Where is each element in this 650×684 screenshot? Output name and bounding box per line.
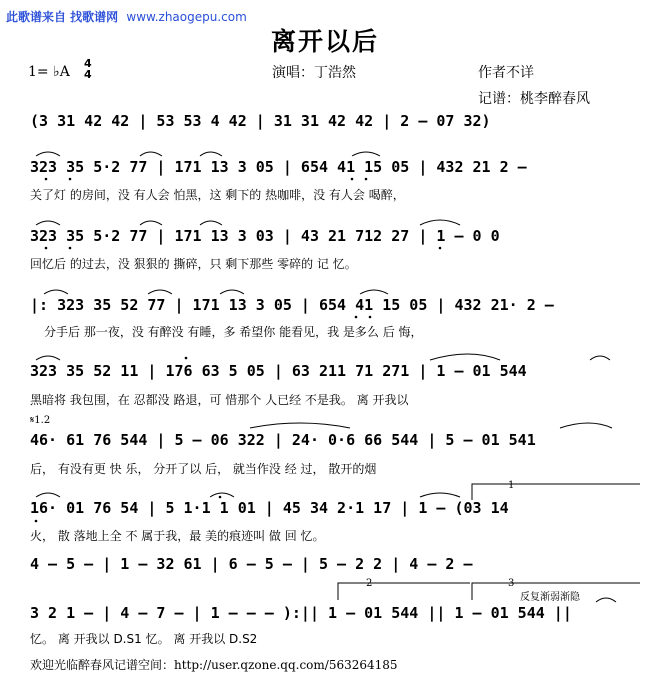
slur-arc — [36, 152, 60, 156]
singer: 演唱：丁浩然 — [272, 65, 356, 81]
slur-arc — [210, 493, 234, 497]
time-signature-top: 4 — [84, 57, 92, 70]
fade-annotation: 反复渐弱渐隐 — [520, 592, 580, 603]
slur-arc — [560, 423, 612, 428]
song-title: 离开以后 — [270, 27, 379, 56]
slur-arc — [44, 290, 68, 294]
time-signature-bottom: 4 — [84, 68, 92, 81]
score-row-lyrics: 后， 有没有更 快 乐， 分开了以 后， 就当作没 经 过， 散开的烟 — [30, 462, 377, 476]
composer: 作者不详 — [478, 65, 534, 81]
slur-arc — [596, 598, 616, 602]
score-row-notes: 323 35 5·2 77 | 171 13 3 03 | 43 21 712 27 | 1 – 0 0 — [30, 227, 500, 245]
score-row-notes: 323 35 52 11 | 176 63 5 05 | 63 211 71 271 | 1 – 01 544 — [30, 362, 527, 380]
score-row-notes: (3 31 42 42 | 53 53 4 42 | 31 31 42 42 | 2 – 07 32) — [30, 112, 491, 130]
volta-3-label: 3 — [508, 578, 515, 589]
slur-arc — [360, 290, 388, 294]
score-row-lyrics: 分手后 那一夜，没 有醉没 有睡，多 希望你 能看见，我 是多么 后 悔， — [44, 325, 423, 339]
slur-arc — [220, 290, 244, 294]
slur-arc — [148, 290, 172, 294]
score-row-notes: 4 – 5 – | 1 – 32 61 | 6 – 5 – | 5 – 2 2 | 4 – 2 – — [30, 555, 473, 573]
volta-bracket — [338, 583, 470, 600]
score-row-notes: 323 35 5·2 77 | 171 13 3 05 | 654 41 15 05 | 432 21 2 – — [30, 158, 527, 176]
score-row-notes: 16· 01 76 54 | 5 1·1 1 01 | 45 34 2·1 17 | 1 – (03 14 — [30, 499, 509, 517]
slur-arc — [420, 493, 460, 497]
key-signature: 1= ♭A — [28, 64, 70, 80]
watermark-text: 此歌谱来自 找歌谱网 — [6, 10, 119, 24]
slur-arc — [352, 152, 380, 156]
slur-arc — [36, 493, 60, 497]
score-row-lyrics: 火， 散 落地上全 不 属于我，最 美的痕迹叫 做 回 忆。 — [30, 529, 325, 543]
score-row-lyrics: 回忆后 的过去，没 狠狠的 撕碎，只 剩下那些 零碎的 记 忆。 — [30, 257, 357, 271]
score-row-lyrics: 关了灯 的房间，没 有人会 怕黑，这 剩下的 热咖啡，没 有人会 喝醉， — [30, 188, 405, 202]
slur-arc — [200, 221, 222, 225]
slur-arc — [36, 221, 60, 225]
slur-arc — [140, 221, 162, 225]
slur-arc — [200, 152, 222, 156]
footer-credit: 欢迎光临醉春风记谱空间：http://user.qzone.qq.com/563264185 — [30, 658, 398, 672]
slur-arc — [140, 152, 162, 156]
score-row-lyrics: 忆。 离 开我以 D.S1 忆。 离 开我以 D.S2 — [30, 632, 258, 646]
slur-arc — [590, 356, 610, 360]
score-row-notes: 46· 61 76 544 | 5 – 06 322 | 24· 0·6 66 544 | 5 – 01 541 — [30, 431, 536, 449]
slur-arc — [430, 354, 500, 360]
volta-1-label: 1 — [508, 480, 515, 491]
slur-arc — [420, 220, 460, 225]
score-row-lyrics: 黑暗将 我包围，在 忍都没 路退，可 惜那个 人已经 不是我。 离 开我以 — [30, 393, 409, 407]
volta-2-label: 2 — [366, 578, 373, 589]
volta-bracket — [472, 583, 640, 600]
watermark-url[interactable]: www.zhaogepu.com — [126, 10, 247, 24]
volta-bracket — [472, 484, 640, 500]
transcriber: 记谱：桃李醉春风 — [478, 91, 590, 107]
score-row-notes: |: 323 35 52 77 | 171 13 3 05 | 654 41 15 05 | 432 21· 2 – — [30, 296, 554, 314]
slur-arc — [36, 356, 60, 360]
segno-mark: 𝄋1.2 — [30, 415, 51, 426]
slur-arc — [250, 423, 350, 428]
score-row-notes: 3 2 1 – | 4 – 7 – | 1 – – – ):|| 1 – 01 544 || 1 – 01 544 || — [30, 604, 572, 622]
